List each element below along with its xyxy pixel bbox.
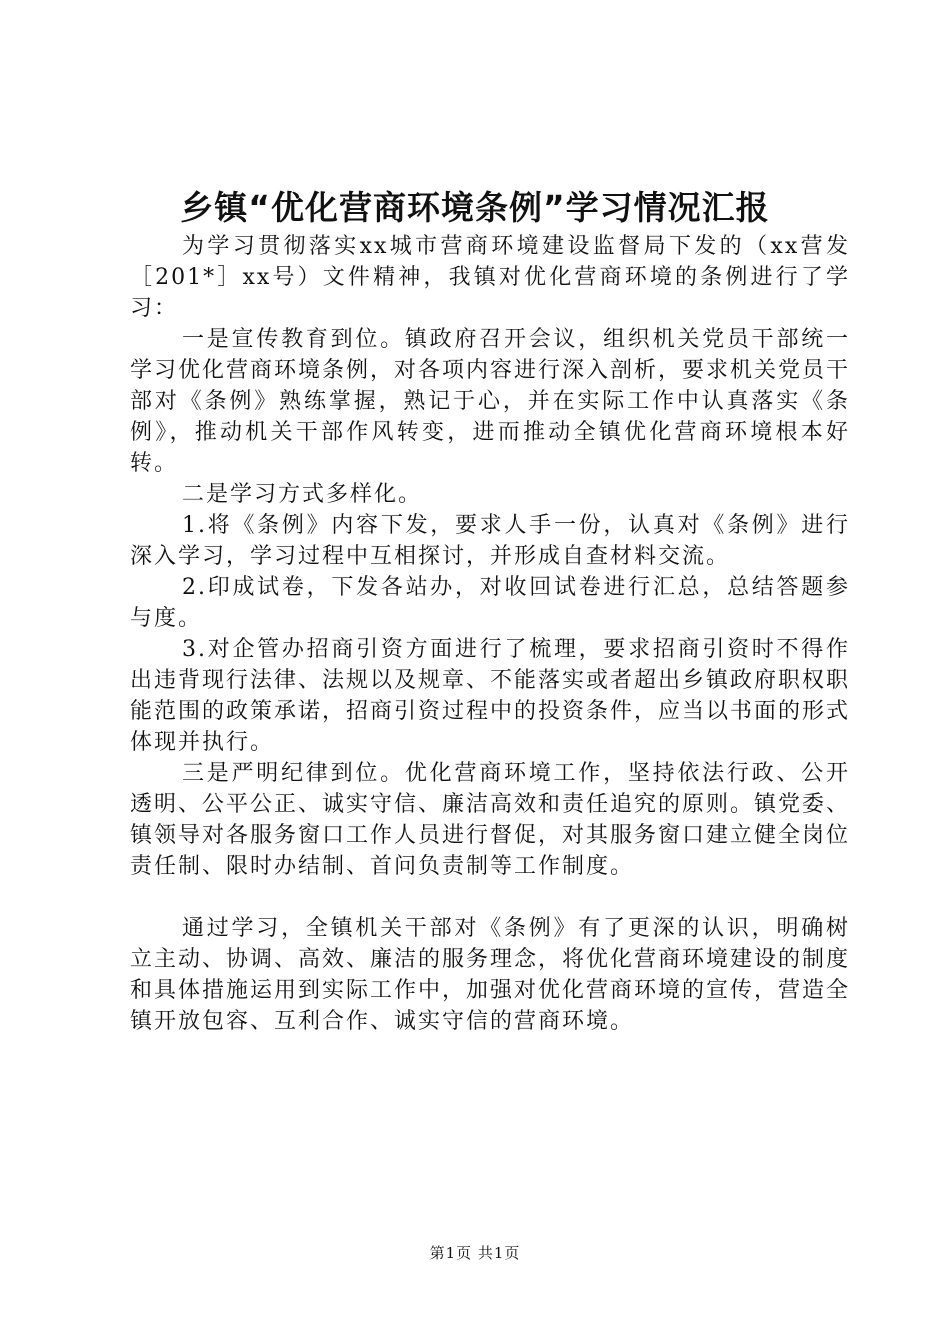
paragraph-item-1: 1.将《条例》内容下发，要求人手一份，认真对《条例》进行深入学习，学习过程中互相探讨，并形成自查材料交流。 xyxy=(130,513,850,569)
paragraph-spacer xyxy=(130,882,850,913)
paragraph-intro: 为学习贯彻落实xx城市营商环境建设监督局下发的（xx营发［201*］xx号）文件精神，我镇对优化营商环境的条例进行了学习： xyxy=(130,234,850,321)
document-title: 乡镇“优化营商环境条例”学习情况汇报 xyxy=(180,188,770,227)
paragraph-item-3: 3.对企管办招商引资方面进行了梳理，要求招商引资时不得作出违背现行法律、法规以及规章、不能落实或者超出乡镇政府职权职能范围的政策承诺，招商引资过程中的投资条件，应当以书面的形式体现并执行。 xyxy=(130,637,851,755)
document-body xyxy=(130,231,850,1037)
page-footer: 第1页 共1页 xyxy=(429,1244,521,1262)
paragraph-item-2: 2.印成试卷，下发各站办，对收回试卷进行汇总，总结答题参与度。 xyxy=(130,575,850,631)
paragraph-discipline: 三是严明纪律到位。优化营商环境工作，坚持依法行政、公开透明、公平公正、诚实守信、廉洁高效和责任追究的原则。镇党委、镇领导对各服务窗口工作人员进行督促，对其服务窗口建立健全岗位责任制、限时办结制、首问负责制等工作制度。 xyxy=(130,761,851,879)
paragraph-publicity: 一是宣传教育到位。镇政府召开会议，组织机关党员干部统一学习优化营商环境条例，对各项内容进行深入剖析，要求机关党员干部对《条例》熟练掌握，熟记于心，并在实际工作中认真落实《条例》，推动机关干部作风转变，进而推动全镇优化营商环境根本好转。 xyxy=(130,327,851,476)
paragraph-conclusion: 通过学习，全镇机关干部对《条例》有了更深的认识，明确树立主动、协调、高效、廉洁的服务理念，将优化营商环境建设的制度和具体措施运用到实际工作中，加强对优化营商环境的宣传，营造全镇开放包容、互利合作、诚实守信的营商环境。 xyxy=(130,916,851,1034)
paragraph-study-methods: 二是学习方式多样化。 xyxy=(182,482,423,507)
